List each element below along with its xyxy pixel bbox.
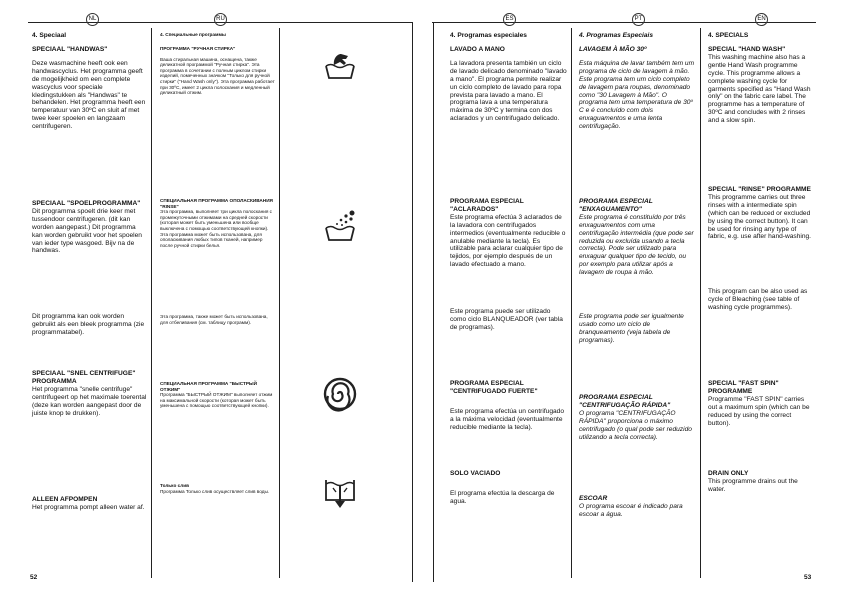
block-fast-spin xyxy=(579,394,696,441)
block-text: Este programa pode ser igualmente usado como um ciclo de branqueamento (veja tabela de programas). xyxy=(579,313,684,344)
block-bleach xyxy=(579,313,696,345)
block-text: Эта программа, также может быть использована, для отбеливания (см. таблицу программ). xyxy=(160,314,268,325)
drain-icon xyxy=(322,474,358,510)
block-hand-wash xyxy=(708,46,812,125)
block-rinse xyxy=(708,186,812,241)
block-title: СПЕЦИАЛЬНАЯ ПРОГРАММА ОПОЛАСКИВАНИЯ "RINSE" xyxy=(160,198,273,209)
block-drain xyxy=(579,495,696,519)
block-title: ПРОГРАММА "РУЧНАЯ СТИРКА" xyxy=(160,46,236,51)
block-fast-spin xyxy=(160,381,275,409)
page-number-left: 52 xyxy=(30,574,38,581)
spin-icon xyxy=(322,376,358,412)
block-text: Este programa é constituído por três enxaguamentos com uma centrifugação intermédia (que pode ser reduzida ou excluída usando a tecla correcta). Pode ser utilizado para enxaguar qualquer tipo de tecido, ou por exemplo para utilizar após a lavagem de roupa à mão. xyxy=(579,213,694,277)
block-hand-wash xyxy=(450,46,567,123)
block-text: El programa efectúa la descarga de agua. xyxy=(450,489,555,505)
lang-badge-nl: NL xyxy=(86,13,99,26)
block-fast-spin xyxy=(708,380,812,427)
block-title: LAVADO A MANO xyxy=(450,46,505,53)
column-spanish xyxy=(446,28,572,578)
block-bleach xyxy=(32,313,147,337)
block-hand-wash xyxy=(32,46,147,131)
lang-badge-pt: PT xyxy=(632,13,645,26)
lang-badge-es: ES xyxy=(503,13,516,26)
block-title: PROGRAMA ESPECIAL "CENTRIFUGADO FUERTE" xyxy=(450,380,538,395)
block-text: Программа "БЫСТРЫЙ ОТЖИМ" выполняет отжим на максимальной скорости (которая может быть уменьшена с помощью соответствующей кнопки). xyxy=(160,392,273,409)
block-text: Deze wasmachine heeft ook een handwascyclus. Het programma geeft de mogelijkheid om een complete wascyclus voor speciale kledingstukken als "Handwas" te behandelen. Het programma heeft een temperatuur van 30ºC en sluit af met twee keer spoelen en langzaam centrifugeren. xyxy=(32,59,146,131)
block-bleach xyxy=(708,288,812,312)
section-heading: 4. SPECIALS xyxy=(708,32,749,39)
column-icons xyxy=(282,28,408,578)
block-title: LAVAGEM À MÃO 30º xyxy=(579,46,647,53)
block-title: СПЕЦИАЛЬНАЯ ПРОГРАММА "БЫСТРЫЙ ОТЖИМ" xyxy=(160,381,257,392)
section-heading: 4. Speciaal xyxy=(32,32,67,39)
block-text: Esta máquina de lavar também tem um programa de ciclo de lavagem à mão. Este programa tem um ciclo completo de lavagem para roupas, denominado como "30 Lavagem à Mão". O programa tem uma temperatura de 30º C e é concluído com dois enxaguamentos e uma lenta centrifugação. xyxy=(579,59,695,131)
block-drain xyxy=(450,470,567,506)
rinse-icon xyxy=(322,208,358,244)
block-title: SPECIAL "FAST SPIN" PROGRAMME xyxy=(708,380,779,395)
lang-badge-en: EN xyxy=(755,13,768,26)
block-title: SPECIAL "RINSE" PROGRAMME xyxy=(708,186,811,193)
section-heading: 4. Programas especiales xyxy=(450,32,527,39)
block-text: Este programa efectúa un centrifugado a la máxima velocidad (eventualmente reducible mediante la tecla). xyxy=(450,407,564,431)
hand-wash-icon xyxy=(322,48,358,84)
block-title: SPECIAAL "SPOELPROGRAMMA" xyxy=(32,200,141,207)
block-rinse xyxy=(579,198,696,277)
block-title: PROGRAMA ESPECIAL "ACLARADOS" xyxy=(450,198,524,213)
block-text: This washing machine also has a gentle Hand Wash programme cycle. This programme allows a complete washing cycle for garments specified as "Hand Wash only" on the fabric care label. The programme has a temperature of 30ºC and concludes with 2 rinses and a slow spin. xyxy=(708,53,811,125)
block-text: Dit programma kan ook worden gebruikt als een bleek programma (zie programmatabel). xyxy=(32,313,145,336)
block-text: This programme carries out three rinses with a intermediate spin (which can be reduced or excluded by using the correct button). It can be used for rinsing any type of fabric, e.g. use after hand-washing. xyxy=(708,193,811,241)
column-english xyxy=(704,28,816,578)
block-text: Het programma "snelle centrifuge" centrifugeert op het maximale toerental (deze kan worden aangepast door de juiste knop te drukken). xyxy=(32,385,147,417)
block-rinse xyxy=(160,198,275,248)
block-text: Эта программа, выполняет три цикла полоскания с промежуточными отжимами на средней скорости (которая может быть уменьшена или вообще выключена с помощью соответствующей кнопки). Эта программа может быть использована, для ополаскивания любых типов тканей, например после ручной стирки белья. xyxy=(160,209,273,248)
block-rinse xyxy=(450,198,567,269)
block-fast-spin xyxy=(32,370,147,417)
block-drain xyxy=(708,470,812,494)
block-rinse xyxy=(32,200,147,255)
block-text: This program can be also used as cycle of Bleaching (see table of washing cycle programmes). xyxy=(708,288,808,311)
block-bleach xyxy=(160,314,275,325)
block-text: This programme drains out the water. xyxy=(708,477,798,493)
block-fast-spin xyxy=(450,380,567,432)
block-text: Dit programma spoelt drie keer met tussendoor centrifugeren. (dit kan worden aangepast.) Dit programma kan worden gebruikt voor het spoelen van ieder type wasgoed. Bijv na de handwas. xyxy=(32,207,142,255)
page-number-right: 53 xyxy=(804,574,812,581)
block-title: PROGRAMA ESPECIAL "CENTRIFUGAÇÃO RÁPIDA" xyxy=(579,394,671,409)
column-portuguese xyxy=(575,28,701,578)
block-text: O programa escoar é indicado para escoar a água. xyxy=(579,502,683,518)
block-hand-wash xyxy=(579,46,696,131)
block-title: SOLO VACIADO xyxy=(450,470,501,477)
block-title: ALLEEN AFPOMPEN xyxy=(32,496,98,503)
block-title: SPECIAAL "HANDWAS" xyxy=(32,46,108,53)
block-title: Только слив xyxy=(160,483,189,488)
block-drain xyxy=(160,483,275,494)
lang-badge-ru: RU xyxy=(214,13,227,26)
block-title: DRAIN ONLY xyxy=(708,470,749,477)
block-text: Het programma pompt alleen water af. xyxy=(32,503,145,511)
block-title: PROGRAMA ESPECIAL "ENXAGUAMENTO" xyxy=(579,198,653,213)
column-dutch xyxy=(28,28,152,578)
section-heading: 4. Programas Especiais xyxy=(579,32,654,39)
section-heading: 4. Специальные программы xyxy=(160,32,226,37)
block-text: Ваша стиральная машина, оснащена, также деликатной программой "Ручная стирка". Эта программа в сочетании с полным циклом стирки изделий, помеченных значком "Только для ручной стирки" ("Hand Wash only"). Эта программа работает при 30ºС, имеет 2 цикла полоскания и медленный деликатный отжим. xyxy=(160,56,275,96)
block-title: SPECIAAL "SNEL CENTRIFUGE" PROGRAMMA xyxy=(32,370,136,385)
block-text: Программа Только слив осуществляет слив воды. xyxy=(160,488,270,494)
block-drain xyxy=(32,496,147,512)
block-hand-wash xyxy=(160,46,275,96)
block-title: ESCOAR xyxy=(579,495,608,502)
block-title: SPECIAL "HAND WASH" xyxy=(708,46,786,53)
block-text: La lavadora presenta también un ciclo de lavado delicado denominado "lavado a mano". El programa permite realizar un ciclo completo de lavado para ropa prevista para lavado a mano. El programa lava a una temperatura máxima de 30ºC y termina con dos aclarados y un centrifugado delicado. xyxy=(450,59,567,123)
column-russian xyxy=(156,28,280,578)
block-text: O programa "CENTRIFUGAÇÃO RÁPIDA" proporciona o máximo centrifugado (o qual pode ser reduzido utilizando a tecla correcta). xyxy=(579,409,692,441)
center-gutter xyxy=(412,22,434,582)
block-text: Programme "FAST SPIN" carries out a maximum spin (which can be reduced by using the correct button). xyxy=(708,395,810,427)
block-text: Este programa efectúa 3 aclarados de la lavadora con centrifugados intermedios (eventualmente reducible o anulable mediante la tecla). Es utilizable para aclarar cualquier tipo de tejidos, por ejemplo después de un lavado efectuado a mano. xyxy=(450,213,566,269)
block-text: Este programa puede ser utilizado como ciclo BLANQUEADOR (ver tabla de programas). xyxy=(450,308,563,331)
block-bleach xyxy=(450,308,567,332)
